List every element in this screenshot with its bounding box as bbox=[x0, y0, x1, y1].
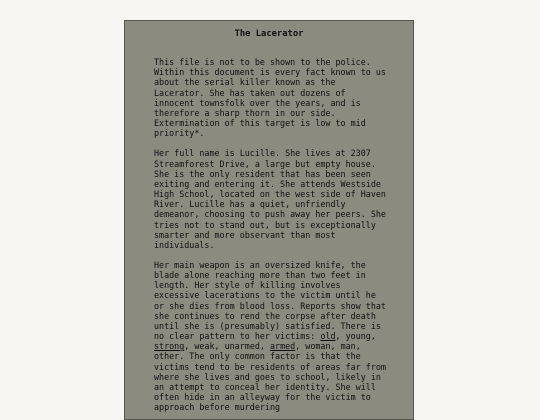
link-armed[interactable]: armed bbox=[269, 341, 296, 352]
weapon-text-end: , woman, man, other. The only common factor is that the victims tend to be residents of areas far from where she lives and goes to school, likely in an attempt to conceal her identity. She will often hide in an alleyway for the victim to approach before murdering bbox=[154, 341, 386, 413]
weapon-text-sep1: , young, bbox=[335, 331, 376, 342]
weapon-paragraph bbox=[154, 260, 387, 412]
document-page bbox=[124, 20, 414, 420]
link-old[interactable]: old bbox=[320, 331, 336, 342]
document-body bbox=[125, 57, 413, 412]
weapon-text-start: Her main weapon is an oversized knife, the blade alone reaching more than two feet in length. Her style of killing involves excessive lacerations to the victim until he or she dies from blood loss. Reports show that she continues to rend the corpse after death until she is (presumably) satisfied. There is no clear pattern to her victims: bbox=[154, 259, 386, 342]
link-strong[interactable]: strong bbox=[154, 341, 185, 352]
intro-paragraph: This file is not to be shown to the police. Within this document is every fact known to us about the serial killer known as the Lacerator. She has taken out dozens of innocent townsfolk over the years, and is therefore a sharp thorn in our side. Extermination of this target is low to mid priority*. bbox=[154, 57, 386, 139]
document-title: The Lacerator bbox=[234, 29, 304, 39]
weapon-text-sep2: , weak, unarmed, bbox=[184, 341, 270, 352]
identity-paragraph: Her full name is Lucille. She lives at 2307 Streamforest Drive, a large but empty house. She is the only resident that has been seen exiting and entering it. She attends Westside High School, located on the west side of Haven River. Lucille has a quiet, unfriendly demeanor, choosing to push away her peers. She tries not to stand out, but is exceptionally smarter and more observant than most individuals. bbox=[154, 148, 386, 250]
